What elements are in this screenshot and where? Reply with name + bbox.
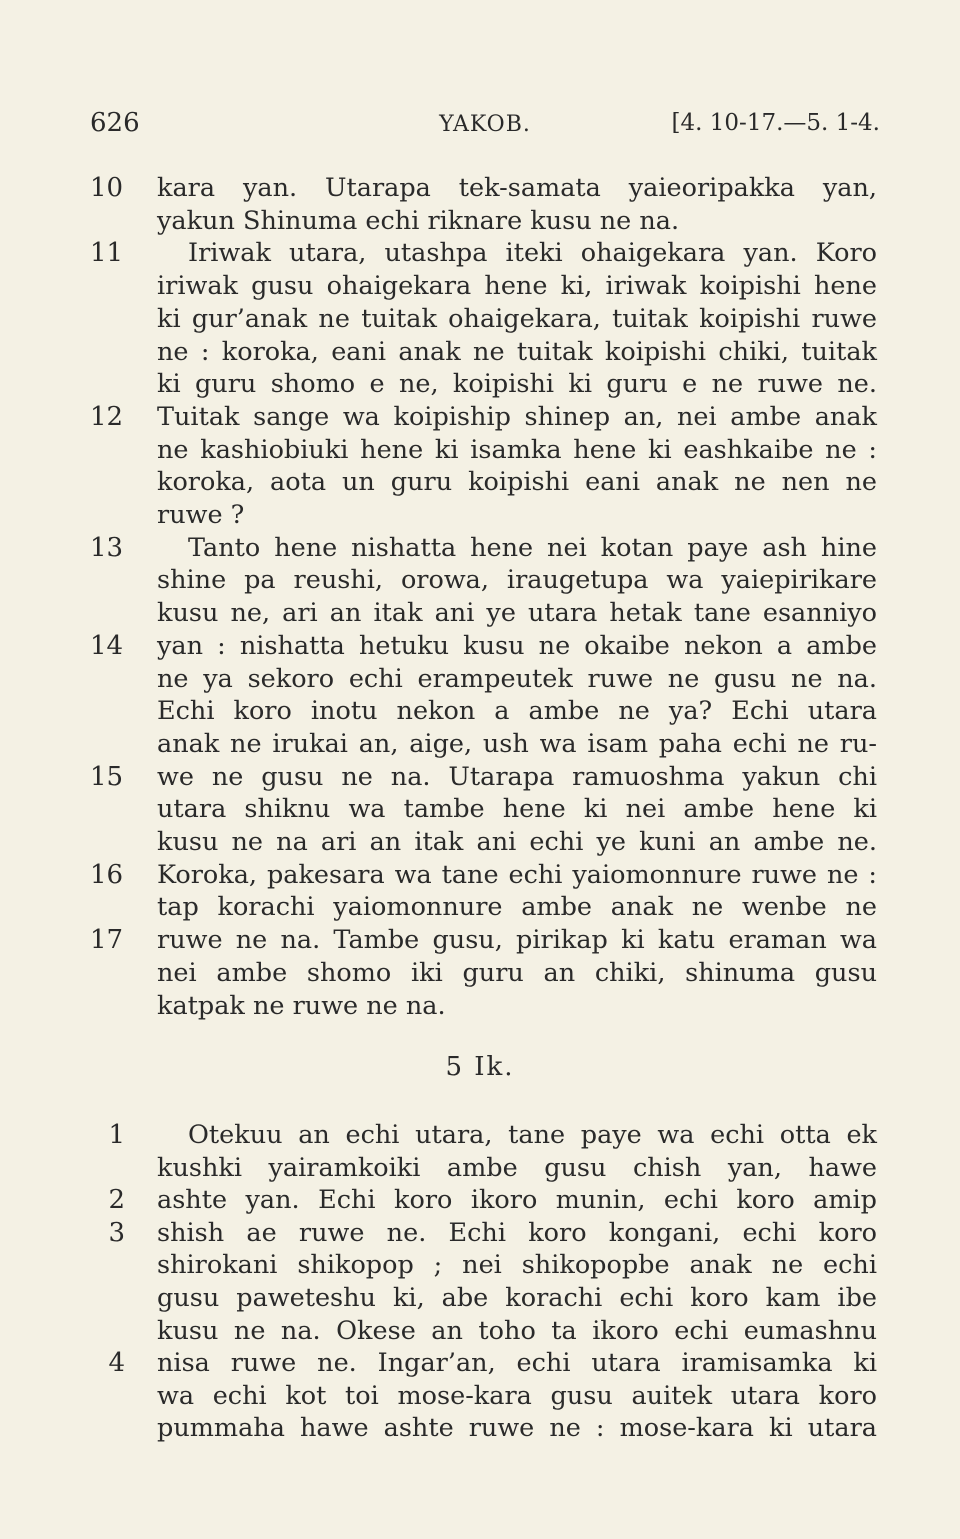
text-line xyxy=(0,401,960,434)
verse-text: anak ne irukai an, aige, ush wa isam paha echi ne ru- xyxy=(157,728,877,759)
verse-text: kushki yairamkoiki ambe gusu chish yan, hawe xyxy=(157,1152,877,1183)
verse-text: gusu paweteshu ki, abe korachi echi koro kam ibe xyxy=(157,1283,877,1313)
text-line xyxy=(0,1412,960,1445)
text-line xyxy=(0,761,960,794)
verse-text: yan : nishatta hetuku kusu ne okaibe nekon a ambe xyxy=(157,630,877,661)
text-line xyxy=(0,663,960,696)
text-line xyxy=(0,303,960,336)
verse-reference: [4. 10-17.—5. 1-4. xyxy=(671,110,880,136)
verse-text: yakun Shinuma echi riknare kusu ne na. xyxy=(157,205,680,236)
verse-text: koroka, aota un guru koipishi eani anak ne nen ne xyxy=(157,467,877,498)
text-line xyxy=(0,957,960,990)
verse-text: iriwak gusu ohaigekara hene ki, iriwak koipishi hene xyxy=(157,271,877,302)
text-line xyxy=(0,859,960,892)
text-line xyxy=(0,924,960,957)
verse-text: kusu ne na. Okese an toho ta ikoro echi eumashnu xyxy=(157,1315,877,1346)
text-line xyxy=(0,1217,960,1250)
verse-number: 13 xyxy=(90,532,124,563)
running-title: YAKOB. xyxy=(439,112,531,137)
verse-text: ne kashiobiuki hene ki isamka hene ki eashkaibe ne : xyxy=(157,434,877,465)
text-line xyxy=(0,499,960,532)
text-line xyxy=(0,1315,960,1348)
text-line xyxy=(0,336,960,369)
text-line xyxy=(0,1282,960,1315)
text-line xyxy=(0,172,960,205)
verse-text: nisa ruwe ne. Ingar’an, echi utara iramisamka ki xyxy=(157,1348,877,1379)
verse-text: ne : koroka, eani anak ne tuitak koipishi chiki, tuitak xyxy=(157,336,877,367)
verse-number: 3 xyxy=(108,1217,125,1248)
verse-text: ki guru shomo e ne, koipishi ki guru e ne ruwe ne. xyxy=(157,369,877,400)
text-line xyxy=(0,1347,960,1380)
text-line xyxy=(0,1249,960,1282)
verse-text: katpak ne ruwe ne na. xyxy=(157,990,446,1021)
verse-text: utara shiknu wa tambe hene ki nei ambe hene ki xyxy=(157,794,877,825)
verse-text: kusu ne na ari an itak ani echi ye kuni an ambe ne. xyxy=(157,827,877,857)
verse-text: Iriwak utara, utashpa iteki ohaigekara yan. Koro xyxy=(188,238,877,269)
text-line xyxy=(0,237,960,270)
verse-text: shish ae ruwe ne. Echi koro kongani, echi koro xyxy=(157,1217,877,1248)
verse-text: ruwe ? xyxy=(157,500,245,530)
verse-text: tap korachi yaiomonnure ambe anak ne wenbe ne xyxy=(157,892,877,923)
text-line xyxy=(0,270,960,303)
text-line xyxy=(0,564,960,597)
text-line xyxy=(0,728,960,761)
page-header xyxy=(90,108,880,144)
verse-text: ki gur’anak ne tuitak ohaigekara, tuitak koipishi ruwe xyxy=(157,303,877,334)
verse-number: 10 xyxy=(90,173,124,203)
text-line xyxy=(0,891,960,924)
verse-text: nei ambe shomo iki guru an chiki, shinuma gusu xyxy=(157,957,877,988)
verse-number: 16 xyxy=(90,859,124,890)
verse-number: 1 xyxy=(108,1120,125,1150)
verse-text: kusu ne, ari an itak ani ye utara hetak tane esanniyo xyxy=(157,598,877,629)
verse-number: 17 xyxy=(90,925,124,956)
text-line xyxy=(0,597,960,630)
text-line xyxy=(0,434,960,467)
verse-text: Koroka, pakesara wa tane echi yaiomonnure ruwe ne : xyxy=(157,859,877,890)
text-line xyxy=(0,1119,960,1152)
verse-number: 11 xyxy=(90,238,124,269)
verse-text: pummaha hawe ashte ruwe ne : mose-kara ki utara xyxy=(157,1413,877,1444)
text-line xyxy=(0,826,960,859)
text-line xyxy=(0,205,960,238)
verse-text: shirokani shikopop ; nei shikopopbe anak ne echi xyxy=(157,1250,877,1281)
verse-text: ashte yan. Echi koro ikoro munin, echi koro amip xyxy=(157,1185,877,1216)
text-line xyxy=(0,1184,960,1217)
text-line xyxy=(0,695,960,728)
text-line xyxy=(0,990,960,1023)
verse-number: 14 xyxy=(90,630,124,661)
verse-text: Tuitak sange wa koipiship shinep an, nei ambe anak xyxy=(157,401,877,432)
page-number: 626 xyxy=(90,108,140,138)
verse-text: Otekuu an echi utara, tane paye wa echi otta ek xyxy=(188,1120,877,1150)
text-line xyxy=(0,793,960,826)
text-line xyxy=(0,630,960,663)
verse-text: ne ya sekoro echi erampeutek ruwe ne gusu ne na. xyxy=(157,663,877,694)
chapter-heading: 5 Ik. xyxy=(445,1052,515,1082)
verse-number: 4 xyxy=(108,1348,125,1379)
text-line xyxy=(0,1152,960,1185)
verse-number: 12 xyxy=(90,401,124,432)
verse-text: ruwe ne na. Tambe gusu, pirikap ki katu eraman wa xyxy=(157,925,877,956)
verse-text: shine pa reushi, orowa, iraugetupa wa yaiepirikare xyxy=(157,565,877,596)
verse-text: Tanto hene nishatta hene nei kotan paye ash hine xyxy=(188,532,877,563)
text-line xyxy=(0,532,960,565)
verse-number: 15 xyxy=(90,761,124,792)
verse-text: Echi koro inotu nekon a ambe ne ya? Echi utara xyxy=(157,696,877,727)
text-line xyxy=(0,1380,960,1413)
verse-text: wa echi kot toi mose-kara gusu auitek utara koro xyxy=(157,1380,877,1411)
text-line xyxy=(0,466,960,499)
verse-number: 2 xyxy=(108,1185,125,1216)
text-line xyxy=(0,368,960,401)
verse-text: kara yan. Utarapa tek-samata yaieoripakka yan, xyxy=(157,173,877,203)
verse-text: we ne gusu ne na. Utarapa ramuoshma yakun chi xyxy=(157,761,877,792)
